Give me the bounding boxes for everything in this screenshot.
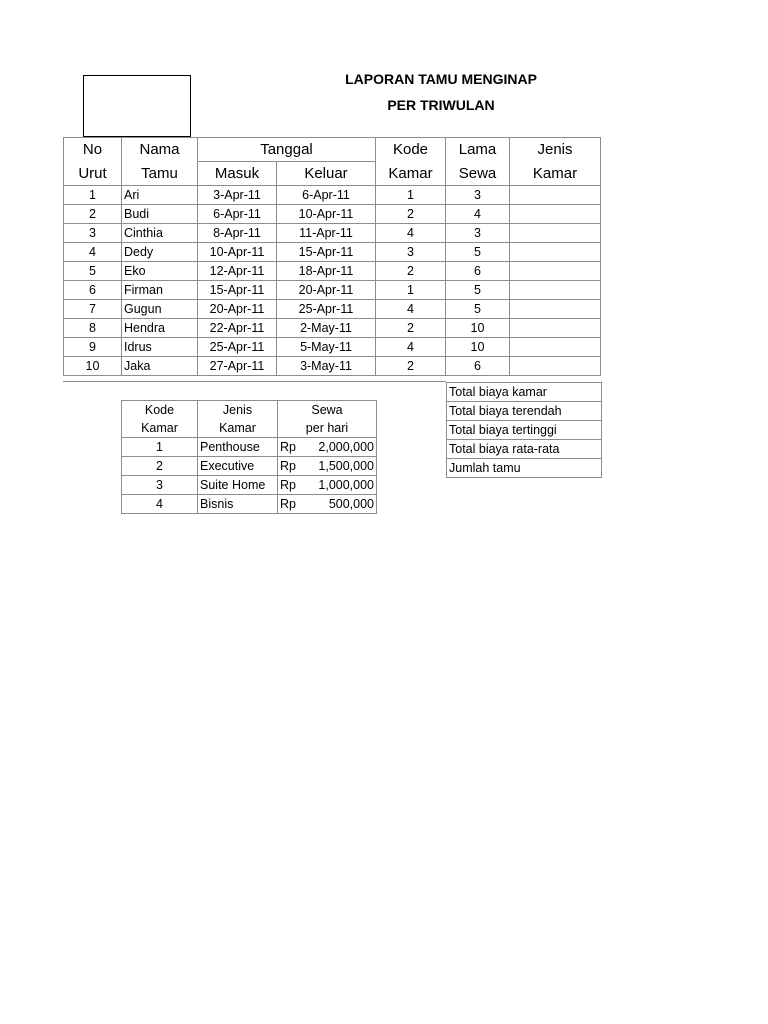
jenis-cell bbox=[510, 281, 601, 300]
no-cell: 3 bbox=[64, 224, 122, 243]
no-cell: 1 bbox=[64, 186, 122, 205]
nama-cell: Hendra bbox=[122, 319, 198, 338]
no-cell: 8 bbox=[64, 319, 122, 338]
jenis-cell bbox=[510, 205, 601, 224]
lama-cell: 5 bbox=[446, 243, 510, 262]
keluar-cell: 3-May-11 bbox=[277, 357, 376, 376]
masuk-cell: 8-Apr-11 bbox=[198, 224, 277, 243]
room-code: 4 bbox=[122, 495, 198, 514]
table-row bbox=[64, 319, 601, 338]
room-code: 2 bbox=[122, 457, 198, 476]
header-nama: Nama bbox=[122, 138, 198, 162]
currency-label: Rp bbox=[280, 440, 296, 454]
rooms-header-jenis: Jenis bbox=[198, 401, 278, 420]
rooms-header-sewa: Sewa bbox=[278, 401, 377, 420]
summary-row bbox=[447, 383, 602, 402]
keluar-cell: 11-Apr-11 bbox=[277, 224, 376, 243]
header-tanggal: Tanggal bbox=[198, 138, 376, 162]
nama-cell: Jaka bbox=[122, 357, 198, 376]
room-rate-table bbox=[121, 400, 377, 514]
nama-cell: Cinthia bbox=[122, 224, 198, 243]
header-masuk: Masuk bbox=[198, 162, 277, 186]
header-no-2: Urut bbox=[64, 162, 122, 186]
lama-cell: 10 bbox=[446, 338, 510, 357]
table-row bbox=[64, 357, 601, 376]
masuk-cell: 6-Apr-11 bbox=[198, 205, 277, 224]
table-row bbox=[64, 224, 601, 243]
rate-amount: 2,000,000 bbox=[318, 440, 374, 454]
masuk-cell: 15-Apr-11 bbox=[198, 281, 277, 300]
keluar-cell: 20-Apr-11 bbox=[277, 281, 376, 300]
report-subtitle: PER TRIWULAN bbox=[387, 97, 495, 113]
header-jenis: Jenis bbox=[510, 138, 601, 162]
rooms-header-sewa-2: per hari bbox=[278, 419, 377, 438]
nama-cell: Firman bbox=[122, 281, 198, 300]
jenis-cell bbox=[510, 243, 601, 262]
summary-label: Total biaya tertinggi bbox=[447, 421, 602, 440]
summary-table bbox=[446, 382, 602, 478]
jenis-cell bbox=[510, 357, 601, 376]
lama-cell: 6 bbox=[446, 357, 510, 376]
jenis-cell bbox=[510, 224, 601, 243]
keluar-cell: 10-Apr-11 bbox=[277, 205, 376, 224]
header-nama-2: Tamu bbox=[122, 162, 198, 186]
table-row bbox=[64, 186, 601, 205]
currency-label: Rp bbox=[280, 459, 296, 473]
no-cell: 7 bbox=[64, 300, 122, 319]
no-cell: 10 bbox=[64, 357, 122, 376]
guest-table bbox=[63, 137, 601, 376]
no-cell: 6 bbox=[64, 281, 122, 300]
jenis-cell bbox=[510, 186, 601, 205]
keluar-cell: 25-Apr-11 bbox=[277, 300, 376, 319]
room-type: Bisnis bbox=[198, 495, 278, 514]
nama-cell: Gugun bbox=[122, 300, 198, 319]
rooms-header-kode-2: Kamar bbox=[122, 419, 198, 438]
keluar-cell: 18-Apr-11 bbox=[277, 262, 376, 281]
room-row bbox=[122, 438, 377, 457]
kode-cell: 1 bbox=[376, 281, 446, 300]
summary-row bbox=[447, 421, 602, 440]
table-row bbox=[64, 243, 601, 262]
room-type: Suite Home bbox=[198, 476, 278, 495]
kode-cell: 1 bbox=[376, 186, 446, 205]
lama-cell: 3 bbox=[446, 186, 510, 205]
lama-cell: 5 bbox=[446, 300, 510, 319]
table-bottom-rule bbox=[63, 381, 446, 382]
room-type: Executive bbox=[198, 457, 278, 476]
lama-cell: 4 bbox=[446, 205, 510, 224]
lama-cell: 10 bbox=[446, 319, 510, 338]
room-row bbox=[122, 476, 377, 495]
nama-cell: Ari bbox=[122, 186, 198, 205]
summary-label: Total biaya rata-rata bbox=[447, 440, 602, 459]
summary-label: Jumlah tamu bbox=[447, 459, 602, 478]
jenis-cell bbox=[510, 262, 601, 281]
jenis-cell bbox=[510, 338, 601, 357]
kode-cell: 4 bbox=[376, 300, 446, 319]
room-row bbox=[122, 495, 377, 514]
table-row bbox=[64, 338, 601, 357]
masuk-cell: 20-Apr-11 bbox=[198, 300, 277, 319]
keluar-cell: 5-May-11 bbox=[277, 338, 376, 357]
rate-amount: 1,000,000 bbox=[318, 478, 374, 492]
header-jenis-2: Kamar bbox=[510, 162, 601, 186]
summary-row bbox=[447, 402, 602, 421]
kode-cell: 3 bbox=[376, 243, 446, 262]
lama-cell: 5 bbox=[446, 281, 510, 300]
no-cell: 5 bbox=[64, 262, 122, 281]
report-title: LAPORAN TAMU MENGINAP bbox=[345, 71, 537, 87]
room-code: 1 bbox=[122, 438, 198, 457]
masuk-cell: 10-Apr-11 bbox=[198, 243, 277, 262]
nama-cell: Budi bbox=[122, 205, 198, 224]
table-row bbox=[64, 262, 601, 281]
rate-amount: 1,500,000 bbox=[318, 459, 374, 473]
summary-label: Total biaya terendah bbox=[447, 402, 602, 421]
masuk-cell: 27-Apr-11 bbox=[198, 357, 277, 376]
room-rate bbox=[278, 476, 377, 495]
header-lama: Lama bbox=[446, 138, 510, 162]
header-lama-2: Sewa bbox=[446, 162, 510, 186]
header-no: No bbox=[64, 138, 122, 162]
masuk-cell: 3-Apr-11 bbox=[198, 186, 277, 205]
rooms-header-jenis-2: Kamar bbox=[198, 419, 278, 438]
currency-label: Rp bbox=[280, 497, 296, 511]
jenis-cell bbox=[510, 300, 601, 319]
table-row bbox=[64, 300, 601, 319]
keluar-cell: 2-May-11 bbox=[277, 319, 376, 338]
currency-label: Rp bbox=[280, 478, 296, 492]
keluar-cell: 6-Apr-11 bbox=[277, 186, 376, 205]
kode-cell: 2 bbox=[376, 319, 446, 338]
kode-cell: 2 bbox=[376, 205, 446, 224]
room-rate bbox=[278, 457, 377, 476]
room-type: Penthouse bbox=[198, 438, 278, 457]
room-rate bbox=[278, 495, 377, 514]
nama-cell: Dedy bbox=[122, 243, 198, 262]
masuk-cell: 25-Apr-11 bbox=[198, 338, 277, 357]
lama-cell: 3 bbox=[446, 224, 510, 243]
keluar-cell: 15-Apr-11 bbox=[277, 243, 376, 262]
summary-label: Total biaya kamar bbox=[447, 383, 602, 402]
kode-cell: 2 bbox=[376, 357, 446, 376]
no-cell: 2 bbox=[64, 205, 122, 224]
lama-cell: 6 bbox=[446, 262, 510, 281]
kode-cell: 2 bbox=[376, 262, 446, 281]
kode-cell: 4 bbox=[376, 224, 446, 243]
rate-amount: 500,000 bbox=[328, 497, 374, 511]
table-row bbox=[64, 205, 601, 224]
room-row bbox=[122, 457, 377, 476]
logo-placeholder-box bbox=[83, 75, 191, 137]
nama-cell: Idrus bbox=[122, 338, 198, 357]
masuk-cell: 12-Apr-11 bbox=[198, 262, 277, 281]
room-code: 3 bbox=[122, 476, 198, 495]
header-keluar: Keluar bbox=[277, 162, 376, 186]
no-cell: 9 bbox=[64, 338, 122, 357]
masuk-cell: 22-Apr-11 bbox=[198, 319, 277, 338]
rooms-header-kode: Kode bbox=[122, 401, 198, 420]
summary-row bbox=[447, 440, 602, 459]
header-kode: Kode bbox=[376, 138, 446, 162]
jenis-cell bbox=[510, 319, 601, 338]
table-row bbox=[64, 281, 601, 300]
kode-cell: 4 bbox=[376, 338, 446, 357]
room-rate bbox=[278, 438, 377, 457]
header-kode-2: Kamar bbox=[376, 162, 446, 186]
summary-row bbox=[447, 459, 602, 478]
nama-cell: Eko bbox=[122, 262, 198, 281]
no-cell: 4 bbox=[64, 243, 122, 262]
